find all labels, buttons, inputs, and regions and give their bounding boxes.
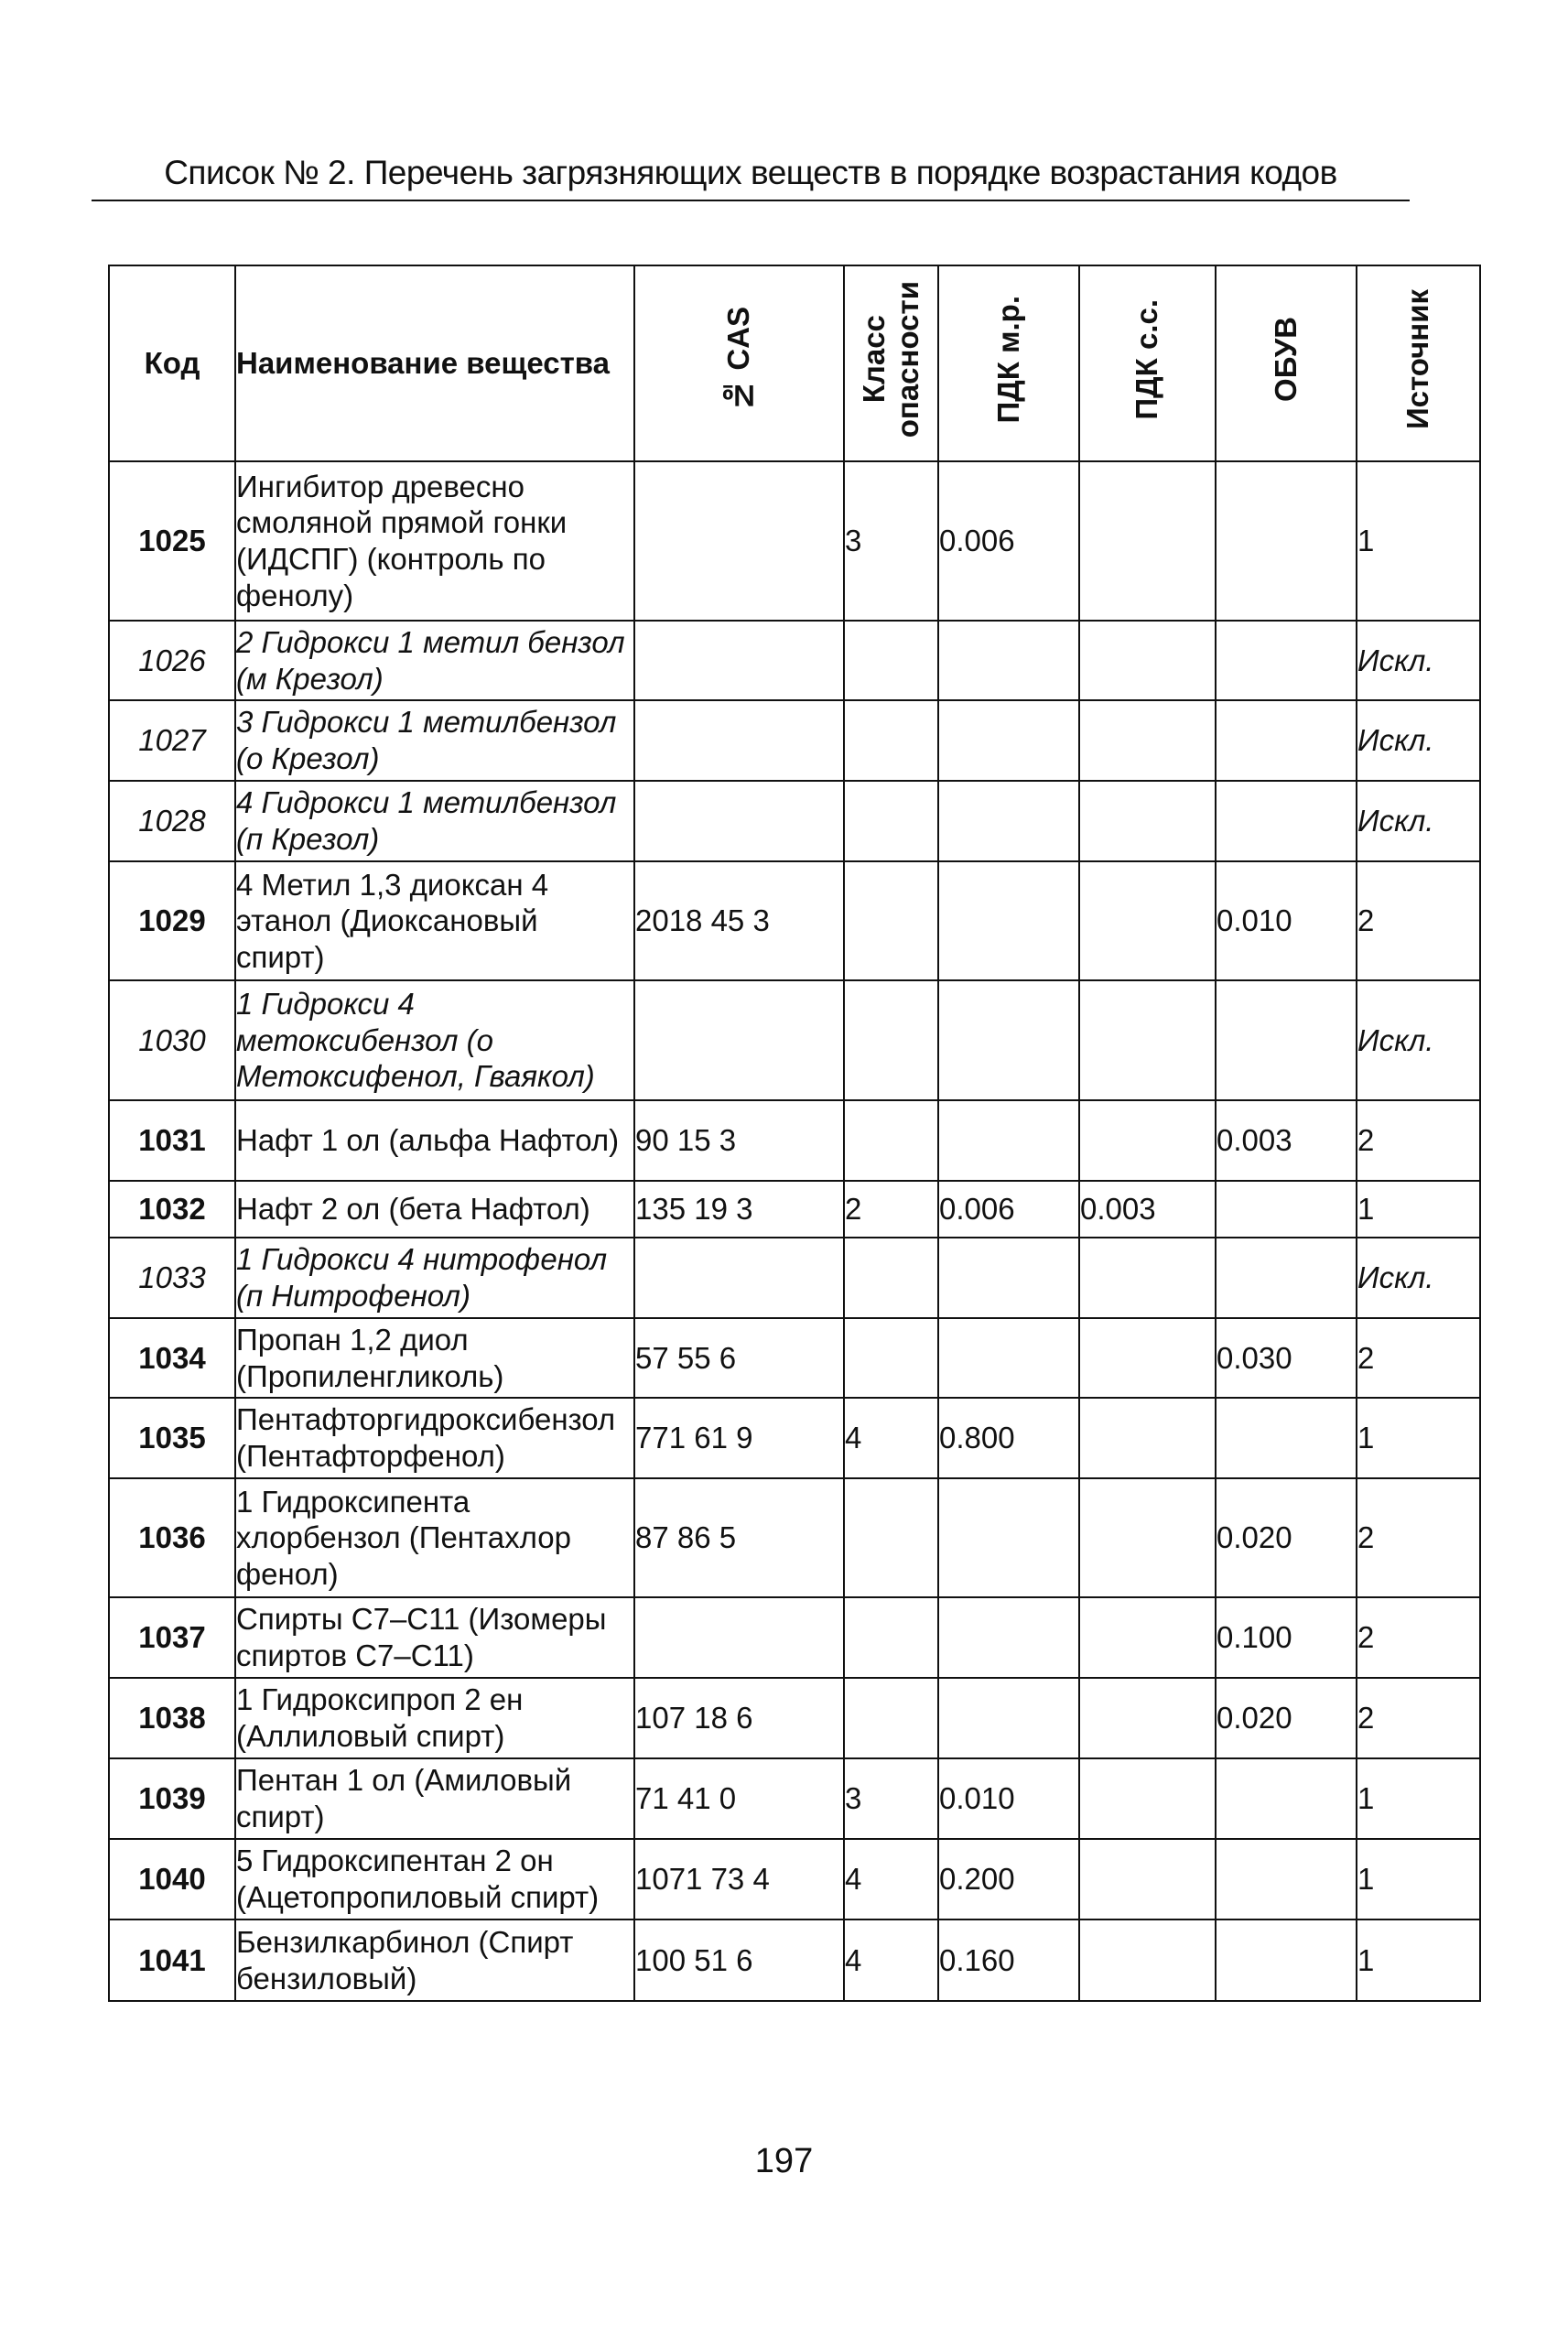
table-row [109,1597,1480,1678]
row-pdk-mr [938,781,1079,861]
row-cas [634,1238,844,1318]
col-header-pdk-ss-text: ПДК с.с. [1130,298,1164,420]
row-hazard [844,781,938,861]
col-header-pdk-mr-text: ПДК м.р. [990,295,1025,424]
table-row [109,1100,1480,1181]
row-hazard: 4 [844,1919,938,2001]
row-pdk-ss: 0.003 [1079,1181,1216,1238]
col-header-hazard [844,265,938,461]
row-obuv [1216,621,1357,700]
row-obuv [1216,461,1357,621]
row-name: Бензилкарбинол (Спирт бензиловый) [235,1919,634,2001]
row-name: 1 Гидрокси 4 метоксибензол (о Метоксифенол, Гваякол) [235,980,634,1100]
col-header-pdk-ss [1079,265,1216,461]
row-code: 1032 [109,1181,235,1238]
row-source: Искл. [1357,980,1480,1100]
row-pdk-ss [1079,1758,1216,1839]
row-code: 1039 [109,1758,235,1839]
row-cas [634,1597,844,1678]
row-pdk-ss [1079,781,1216,861]
row-cas [634,980,844,1100]
row-hazard [844,861,938,980]
row-pdk-ss [1079,621,1216,700]
row-pdk-mr [938,861,1079,980]
row-obuv [1216,1758,1357,1839]
row-pdk-ss [1079,461,1216,621]
row-pdk-ss [1079,1678,1216,1758]
table-row [109,461,1480,621]
row-name: 4 Метил 1,3 диоксан 4 этанол (Диоксановый спирт) [235,861,634,980]
row-code: 1030 [109,980,235,1100]
table-row [109,700,1480,781]
row-hazard [844,621,938,700]
row-name: 2 Гидрокси 1 метил бензол (м Крезол) [235,621,634,700]
row-name: Пентафторгидроксибензол (Пентафторфенол) [235,1398,634,1478]
row-code: 1034 [109,1318,235,1398]
row-hazard [844,1100,938,1181]
row-obuv [1216,1839,1357,1919]
table-header-row [109,265,1480,461]
row-name: 4 Гидрокси 1 метилбензол (п Крезол) [235,781,634,861]
row-obuv: 0.010 [1216,861,1357,980]
row-pdk-mr: 0.800 [938,1398,1079,1478]
col-header-hazard-text [858,281,925,438]
row-name: Пентан 1 ол (Амиловый спирт) [235,1758,634,1839]
row-pdk-ss [1079,1100,1216,1181]
row-hazard: 2 [844,1181,938,1238]
row-name: 3 Гидрокси 1 метилбензол (о Крезол) [235,700,634,781]
row-source: 2 [1357,1678,1480,1758]
row-hazard [844,1318,938,1398]
row-pdk-ss [1079,1839,1216,1919]
row-source: 1 [1357,461,1480,621]
row-pdk-mr: 0.010 [938,1758,1079,1839]
row-code: 1041 [109,1919,235,2001]
row-pdk-ss [1079,1238,1216,1318]
row-source: Искл. [1357,700,1480,781]
col-header-cas-text: № CAS [721,306,756,413]
row-obuv [1216,1181,1357,1238]
row-name: 5 Гидроксипентан 2 он (Ацетопропиловый спирт) [235,1839,634,1919]
row-obuv: 0.030 [1216,1318,1357,1398]
row-code: 1029 [109,861,235,980]
row-pdk-mr [938,1238,1079,1318]
table-row [109,781,1480,861]
row-source: Искл. [1357,1238,1480,1318]
table-row [109,621,1480,700]
row-pdk-ss [1079,1318,1216,1398]
col-header-hazard-line1: Класс [856,315,891,404]
table-row [109,1318,1480,1398]
row-code: 1038 [109,1678,235,1758]
row-hazard: 4 [844,1839,938,1919]
row-cas [634,781,844,861]
row-cas: 71 41 0 [634,1758,844,1839]
row-cas: 100 51 6 [634,1919,844,2001]
table-row [109,1181,1480,1238]
row-obuv [1216,1398,1357,1478]
row-source: Искл. [1357,621,1480,700]
row-obuv: 0.020 [1216,1478,1357,1597]
row-source: 1 [1357,1919,1480,2001]
col-header-obuv [1216,265,1357,461]
row-pdk-ss [1079,1597,1216,1678]
table-row [109,1238,1480,1318]
col-header-name: Наименование вещества [235,265,634,461]
substances-table [108,265,1481,2002]
row-hazard [844,1678,938,1758]
row-pdk-mr: 0.006 [938,1181,1079,1238]
row-name: 1 Гидроксипента хлорбензол (Пентахлор фенол) [235,1478,634,1597]
table-row [109,1678,1480,1758]
row-pdk-ss [1079,861,1216,980]
row-hazard [844,1238,938,1318]
table-row [109,1398,1480,1478]
row-code: 1035 [109,1398,235,1478]
row-name: Ингибитор древесно смоляной прямой гонки (ИДСПГ) (контроль по фенолу) [235,461,634,621]
row-pdk-mr [938,700,1079,781]
row-code: 1026 [109,621,235,700]
row-code: 1037 [109,1597,235,1678]
row-source: 1 [1357,1839,1480,1919]
row-obuv: 0.100 [1216,1597,1357,1678]
row-code: 1040 [109,1839,235,1919]
row-pdk-mr [938,1478,1079,1597]
row-pdk-mr: 0.200 [938,1839,1079,1919]
row-pdk-mr: 0.160 [938,1919,1079,2001]
row-hazard [844,1478,938,1597]
page-header: Список № 2. Перечень загрязняющих веществ в порядке возрастания кодов [164,154,1337,191]
row-code: 1031 [109,1100,235,1181]
row-name: 1 Гидрокси 4 нитрофенол (п Нитрофенол) [235,1238,634,1318]
row-source: 2 [1357,1100,1480,1181]
row-source: 2 [1357,861,1480,980]
row-name: Пропан 1,2 диол (Пропиленгликоль) [235,1318,634,1398]
row-obuv: 0.003 [1216,1100,1357,1181]
row-code: 1027 [109,700,235,781]
row-name: Нафт 1 ол (альфа Нафтол) [235,1100,634,1181]
row-hazard [844,700,938,781]
row-pdk-ss [1079,1398,1216,1478]
row-cas: 771 61 9 [634,1398,844,1478]
row-source: Искл. [1357,781,1480,861]
page-number: 197 [754,2142,814,2180]
row-cas [634,621,844,700]
row-hazard [844,980,938,1100]
row-cas [634,461,844,621]
row-hazard [844,1597,938,1678]
col-header-source [1357,265,1480,461]
row-obuv [1216,1238,1357,1318]
row-cas: 57 55 6 [634,1318,844,1398]
row-obuv: 0.020 [1216,1678,1357,1758]
row-name: Нафт 2 ол (бета Нафтол) [235,1181,634,1238]
row-obuv [1216,700,1357,781]
row-pdk-mr [938,621,1079,700]
row-source: 2 [1357,1597,1480,1678]
table-row [109,1478,1480,1597]
row-pdk-ss [1079,980,1216,1100]
col-header-code: Код [109,265,235,461]
table-row [109,1839,1480,1919]
row-name: Спирты C7–C11 (Изомеры спиртов C7–C11) [235,1597,634,1678]
col-header-cas [634,265,844,461]
row-hazard: 4 [844,1398,938,1478]
col-header-hazard-line2: опасности [890,281,925,438]
header-rule [92,200,1410,201]
col-header-pdk-mr [938,265,1079,461]
table-row [109,980,1480,1100]
row-cas: 107 18 6 [634,1678,844,1758]
row-cas: 87 86 5 [634,1478,844,1597]
table-row [109,861,1480,980]
row-pdk-ss [1079,700,1216,781]
row-pdk-mr [938,1100,1079,1181]
row-cas [634,700,844,781]
row-pdk-mr [938,1318,1079,1398]
row-code: 1033 [109,1238,235,1318]
row-code: 1025 [109,461,235,621]
row-pdk-ss [1079,1478,1216,1597]
row-obuv [1216,781,1357,861]
row-pdk-mr [938,980,1079,1100]
row-cas: 135 19 3 [634,1181,844,1238]
row-pdk-ss [1079,1919,1216,2001]
row-hazard: 3 [844,1758,938,1839]
row-source: 2 [1357,1478,1480,1597]
table-row [109,1758,1480,1839]
col-header-source-text: Источник [1400,289,1435,430]
row-source: 1 [1357,1758,1480,1839]
row-source: 1 [1357,1398,1480,1478]
row-name: 1 Гидроксипроп 2 ен (Аллиловый спирт) [235,1678,634,1758]
row-code: 1028 [109,781,235,861]
row-pdk-mr [938,1597,1079,1678]
row-cas: 90 15 3 [634,1100,844,1181]
row-source: 2 [1357,1318,1480,1398]
row-cas: 1071 73 4 [634,1839,844,1919]
row-cas: 2018 45 3 [634,861,844,980]
row-pdk-mr [938,1678,1079,1758]
row-obuv [1216,980,1357,1100]
row-source: 1 [1357,1181,1480,1238]
row-obuv [1216,1919,1357,2001]
row-code: 1036 [109,1478,235,1597]
row-pdk-mr: 0.006 [938,461,1079,621]
table-row [109,1919,1480,2001]
row-hazard: 3 [844,461,938,621]
col-header-obuv-text: ОБУВ [1268,317,1303,403]
